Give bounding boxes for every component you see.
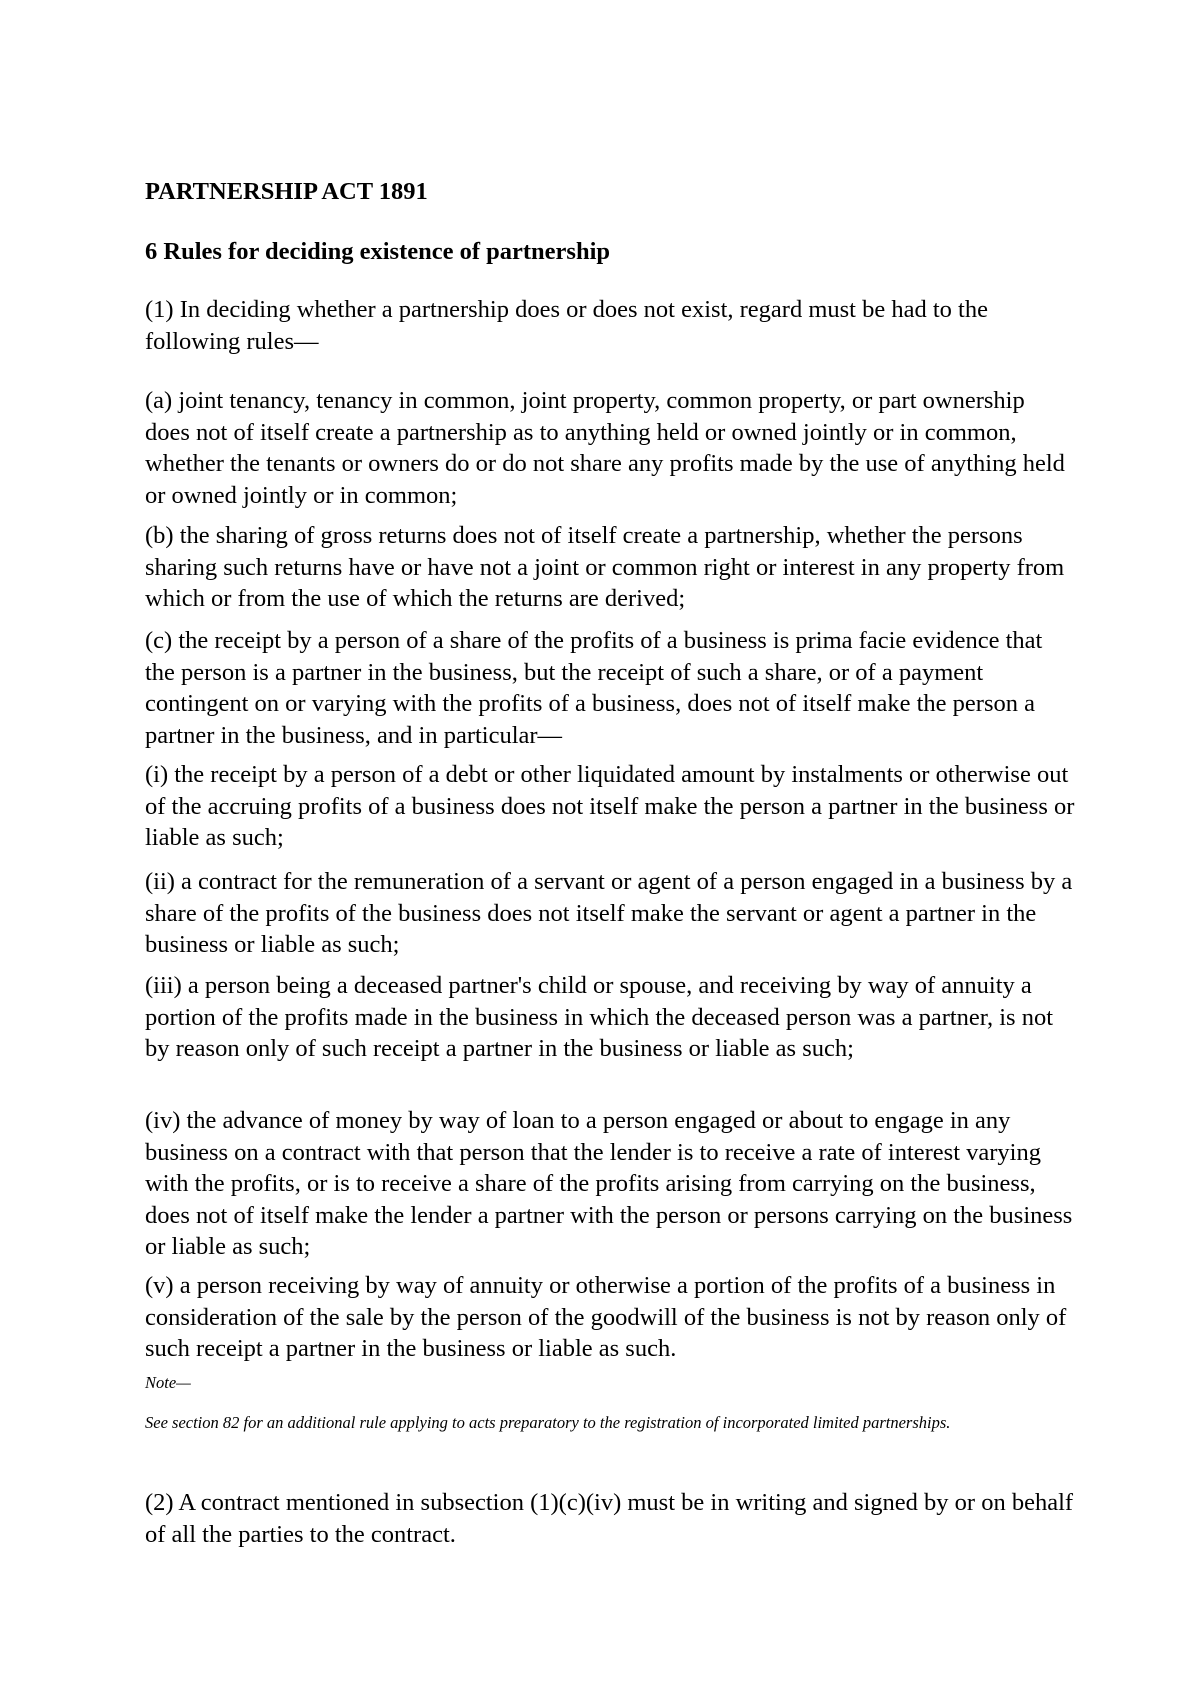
rule-c-iii: (iii) a person being a deceased partner's child or spouse, and receiving by way of annuity a portion of the profits made in the business in which the deceased person was a partner, is not by reason only of such receipt a partner in the business or liable as such;: [145, 972, 1054, 1062]
note-text: See section 82 for an additional rule applying to acts preparatory to the registration of incorporated limited partnerships.: [145, 1413, 951, 1432]
rule-c-ii: (ii) a contract for the remuneration of a servant or agent of a person engaged in a business by a share of the profits of the business does not itself make the servant or agent a partner in the business or liable as such;: [145, 868, 1073, 958]
rule-c: (c) the receipt by a person of a share of the profits of a business is prima facie evidence that the person is a partner in the business, but the receipt of such a share, or of a payment contingent on or varying with the profits of a business, does not of itself make the person a partner in the business, and in particular—: [145, 627, 1043, 749]
rule-c-i: (i) the receipt by a person of a debt or other liquidated amount by instalments or otherwise out of the accruing profits of a business does not itself make the person a partner in the business or liable as such;: [145, 761, 1075, 851]
rule-c-iv: (iv) the advance of money by way of loan to a person engaged or about to engage in any business on a contract with that person that the lender is to receive a rate of interest varying with the profits, or is to receive a share of the profits arising from carrying on the business, does not of itself make the lender a partner with the person or persons carrying on the business or liable as such;: [145, 1107, 1073, 1260]
subsection-1-intro: (1) In deciding whether a partnership does or does not exist, regard must be had to the following rules—: [145, 296, 988, 355]
section-heading: 6 Rules for deciding existence of partnership: [145, 238, 611, 265]
rule-b: (b) the sharing of gross returns does not of itself create a partnership, whether the persons sharing such returns have or have not a joint or common right or interest in any property from which or from the use of which the returns are derived;: [145, 522, 1065, 612]
subsection-2: (2) A contract mentioned in subsection (1)(c)(iv) must be in writing and signed by or on behalf of all the parties to the contract.: [145, 1489, 1074, 1548]
rule-a: (a) joint tenancy, tenancy in common, joint property, common property, or part ownership does not of itself create a partnership as to anything held or owned jointly or in common, whether the tenants or owners do or do not share any profits made by the use of anything held or owned jointly or in common;: [145, 387, 1065, 509]
rule-c-v: (v) a person receiving by way of annuity or otherwise a portion of the profits of a business in consideration of the sale by the person of the goodwill of the business is not by reason only of such receipt a partner in the business or liable as such.: [145, 1272, 1067, 1362]
note-label: Note—: [145, 1373, 191, 1392]
act-title: PARTNERSHIP ACT 1891: [145, 178, 428, 205]
